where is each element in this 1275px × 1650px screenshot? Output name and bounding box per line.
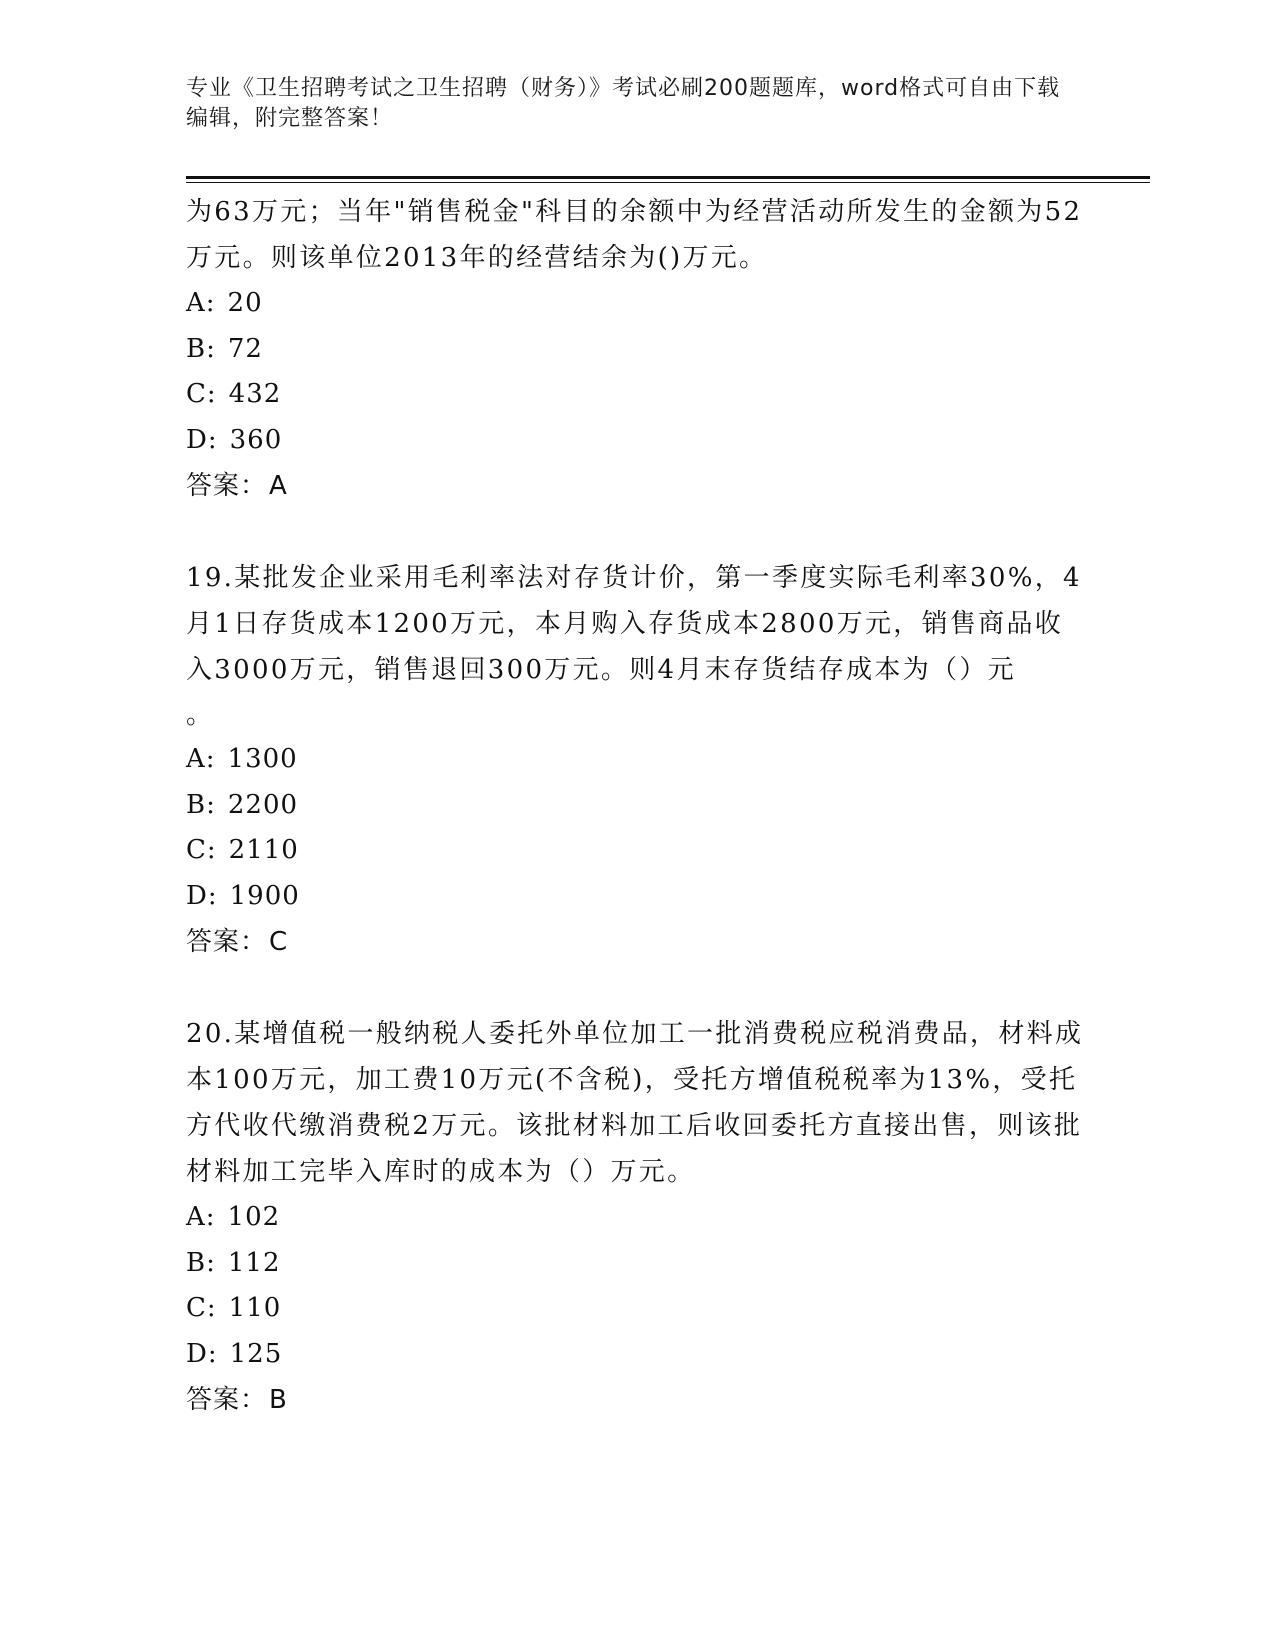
answer-value: B — [269, 1385, 288, 1415]
option-value: 2110 — [228, 835, 299, 865]
answer-line — [186, 463, 1086, 509]
header-rule-thick — [186, 176, 1150, 179]
option-d — [186, 1332, 1086, 1378]
question-list — [186, 189, 1086, 1423]
option-c — [186, 1286, 1086, 1332]
answer-label: 答案： — [186, 471, 268, 501]
option-letter: A: — [186, 744, 216, 774]
option-value: 72 — [227, 333, 263, 364]
option-value: 1900 — [229, 880, 300, 911]
spacer — [186, 965, 1086, 1011]
question-stem: 20.某增值税一般纳税人委托外单位加工一批消费税应税消费品，材料成本100万元，加工费10万元(不含税)，受托方增值税税率为13%，受托方代收代缴消费税2万元。该批材料加工后收回委托方直接出售，则该批材料加工完毕入库时的成本为（）万元。 — [186, 1019, 1084, 1187]
answer-line — [186, 1377, 1086, 1423]
option-letter: B: — [186, 333, 216, 364]
answer-line — [186, 919, 1086, 965]
option-value: 432 — [228, 379, 282, 409]
option-value: 110 — [228, 1293, 282, 1323]
option-d — [186, 418, 1086, 464]
option-a — [186, 737, 1086, 783]
question-block — [186, 555, 1086, 965]
answer-label: 答案： — [186, 927, 268, 957]
option-value: 360 — [229, 424, 283, 455]
option-a — [186, 1195, 1086, 1241]
option-a — [186, 281, 1086, 327]
option-letter: B: — [186, 789, 216, 820]
answer-value: A — [269, 471, 288, 501]
option-c — [186, 828, 1086, 874]
option-value: 102 — [227, 1202, 281, 1232]
option-value: 1300 — [227, 744, 298, 774]
question-block — [186, 1011, 1086, 1423]
option-value: 125 — [229, 1338, 283, 1369]
option-b — [186, 1241, 1086, 1287]
question-stem-tail: 。 — [186, 700, 213, 730]
question-stem: 19.某批发企业采用毛利率法对存货计价，第一季度实际毛利率30%，4月1日存货成本1200万元，本月购入存货成本2800万元，销售商品收入3000万元，销售退回300万元。则4月末存货结存成本为（）元 — [186, 563, 1082, 685]
header-rule-thin — [186, 182, 1150, 183]
option-b — [186, 783, 1086, 829]
answer-value: C — [269, 927, 289, 957]
option-letter: D: — [186, 880, 218, 911]
option-letter: B: — [186, 1247, 216, 1278]
option-letter: C: — [186, 835, 217, 865]
option-letter: C: — [186, 379, 217, 409]
option-value: 20 — [227, 288, 263, 318]
option-letter: A: — [186, 288, 216, 318]
spacer — [186, 509, 1086, 555]
answer-label: 答案： — [186, 1385, 268, 1415]
question-stem: 为63万元；当年"销售税金"科目的余额中为经营活动所发生的金额为52万元。则该单位2013年的经营结余为()万元。 — [186, 197, 1083, 273]
option-b — [186, 327, 1086, 373]
option-letter: A: — [186, 1202, 216, 1232]
option-value: 2200 — [227, 789, 299, 820]
option-d — [186, 874, 1086, 920]
document-header: 专业《卫生招聘考试之卫生招聘（财务）》考试必刷200题题库，word格式可自由下载编辑，附完整答案！ — [186, 76, 1061, 131]
option-c — [186, 372, 1086, 418]
option-letter: D: — [186, 424, 218, 455]
question-block — [186, 189, 1086, 509]
option-letter: D: — [186, 1338, 218, 1369]
option-letter: C: — [186, 1293, 217, 1323]
option-value: 112 — [227, 1247, 281, 1278]
